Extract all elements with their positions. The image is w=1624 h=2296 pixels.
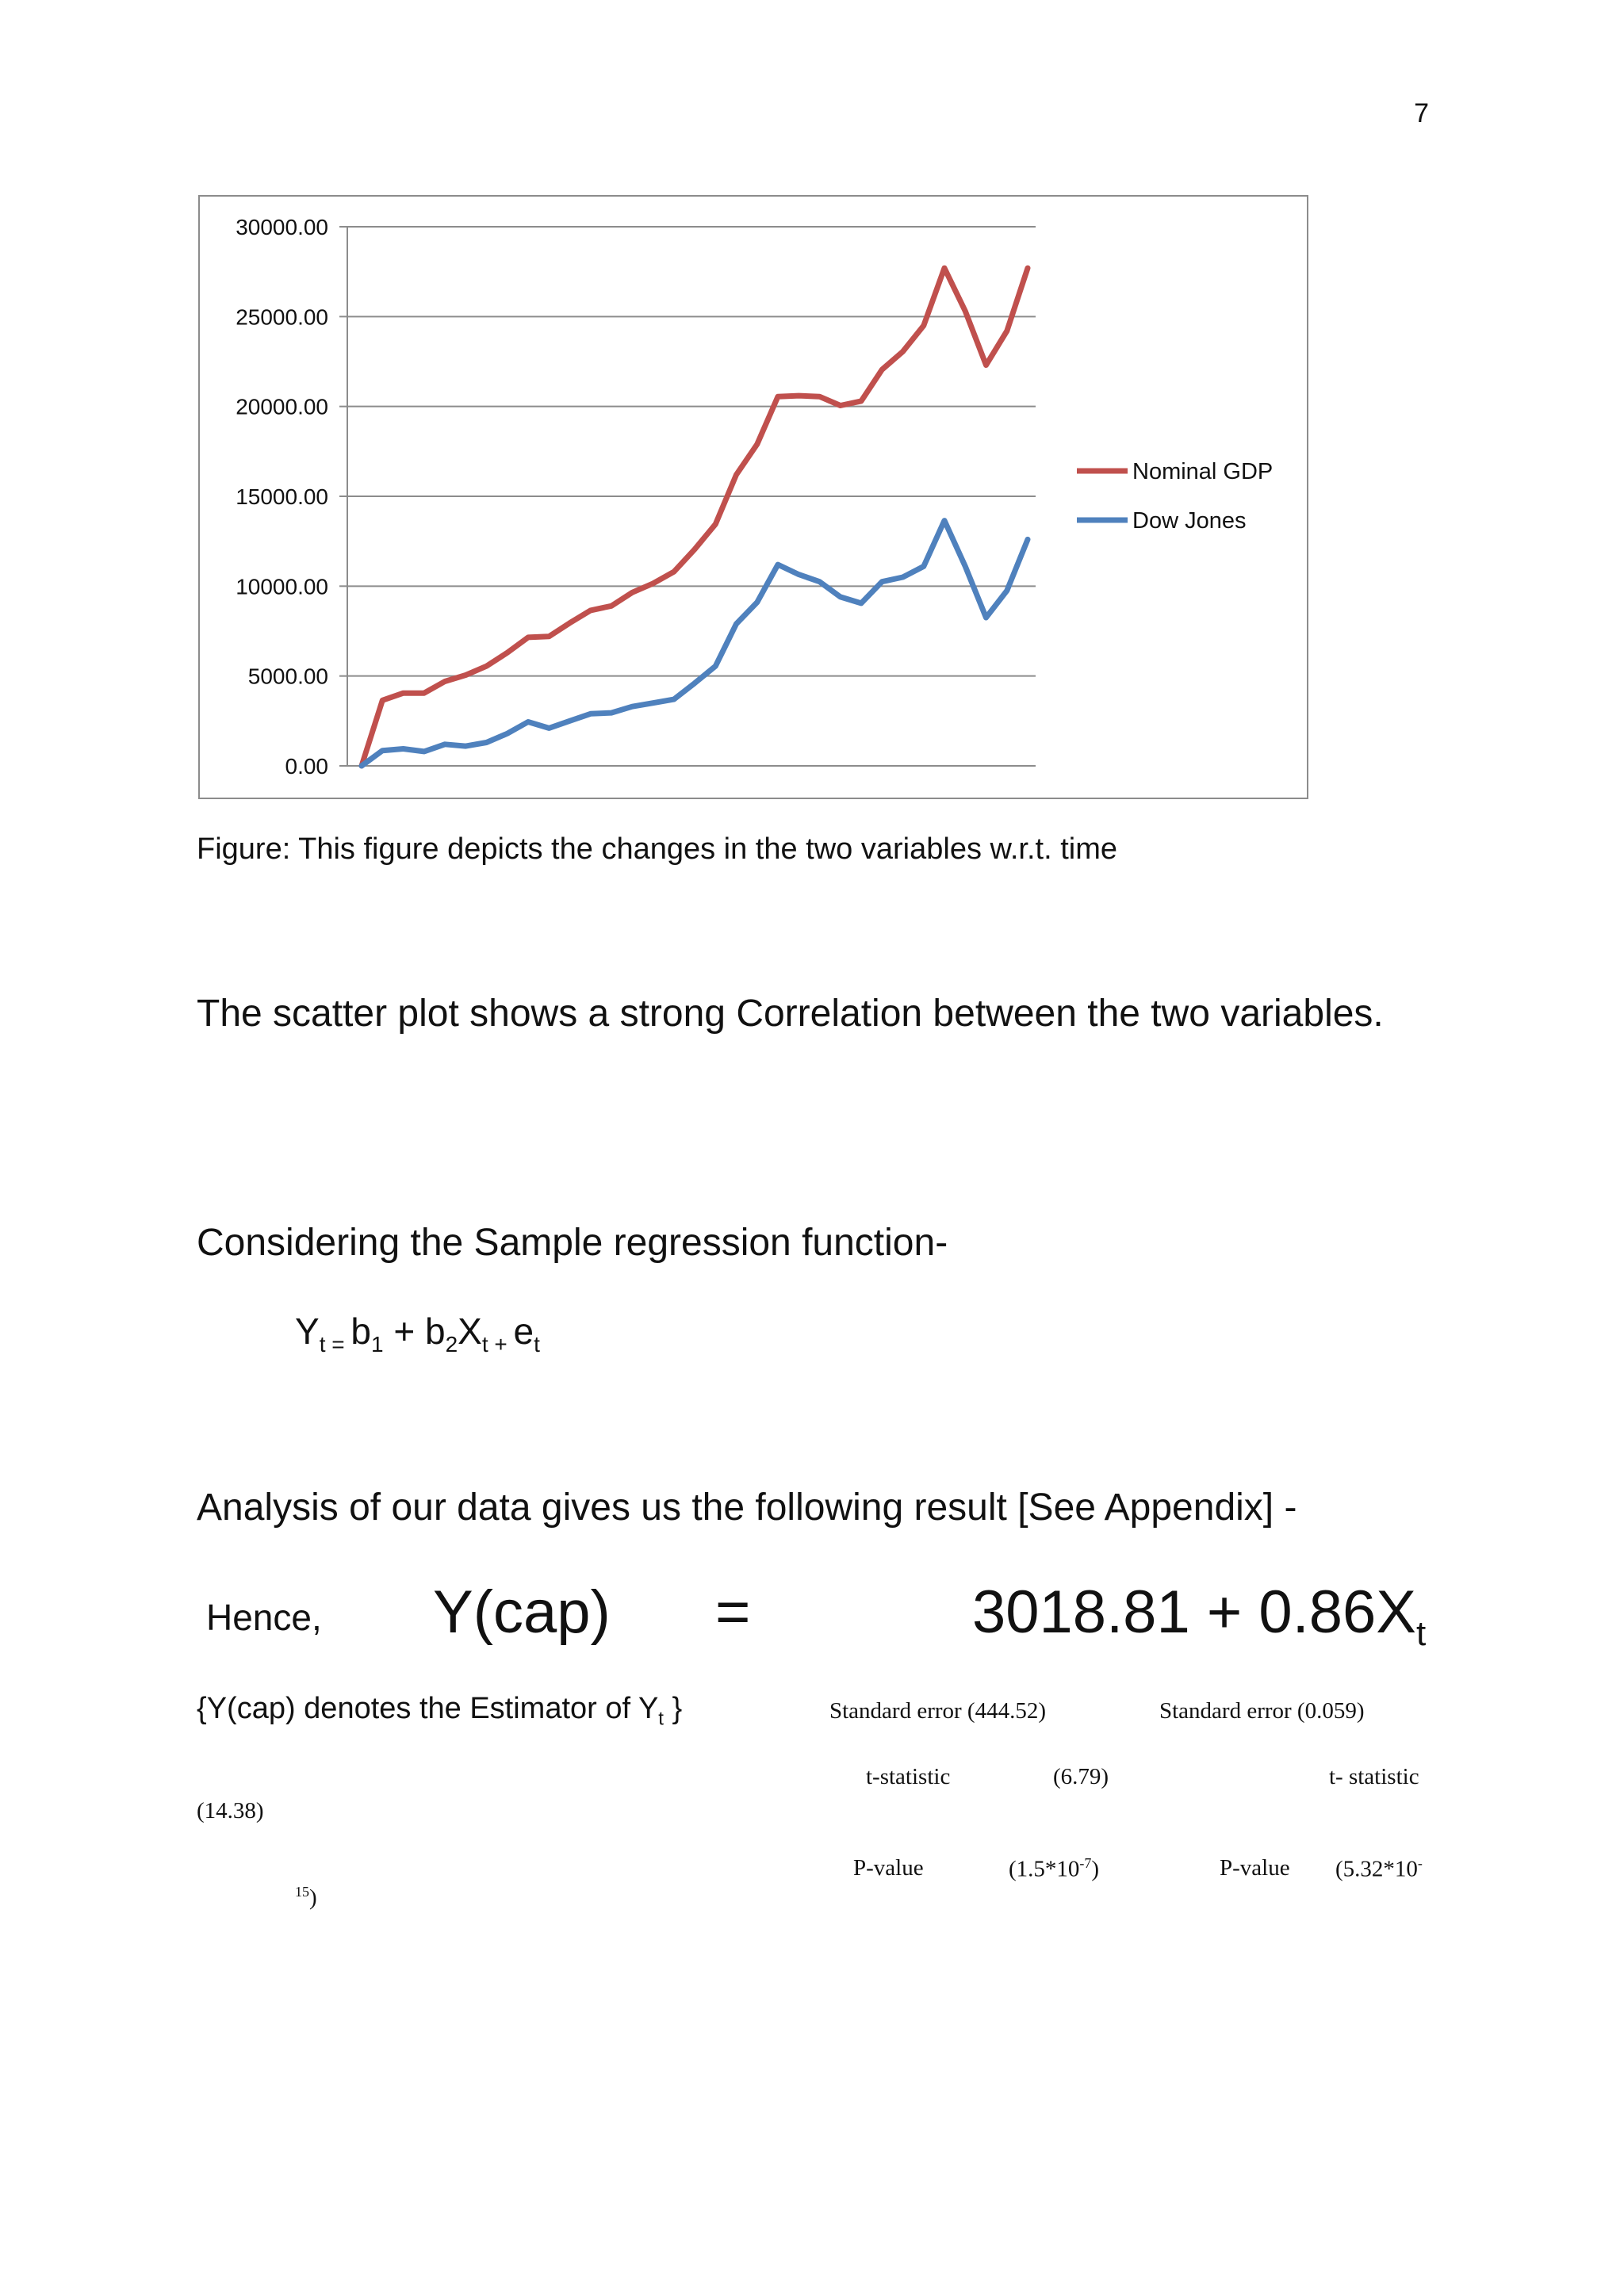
regression-equation xyxy=(295,1310,540,1357)
paragraph-analysis: Analysis of our data gives us the following result [See Appendix] - xyxy=(197,1487,1297,1529)
estimate-sub: t xyxy=(1415,1614,1427,1654)
estimator-note-close: } xyxy=(663,1692,683,1725)
eq-sub-t: t xyxy=(534,1332,540,1357)
eq-sub-t-eq: t = xyxy=(319,1332,351,1357)
p-value-slope-exponent-start: - xyxy=(1417,1855,1423,1871)
p-value-label-intercept: P-value xyxy=(853,1855,924,1881)
series-line xyxy=(362,521,1028,766)
p-value-slope-base: (5.32*10 xyxy=(1335,1856,1418,1882)
estimator-note-sub: t xyxy=(658,1708,664,1730)
eq-plus-b: + b xyxy=(383,1311,446,1352)
y-tick-label: 20000.00 xyxy=(236,394,328,419)
p-value-slope-exponent-end: 15 xyxy=(295,1884,309,1900)
eq-sub-t-plus: t + xyxy=(481,1332,514,1357)
standard-error-slope: Standard error (0.059) xyxy=(1159,1698,1365,1724)
standard-error-intercept: Standard error (444.52) xyxy=(829,1698,1046,1724)
p-value-intercept-exponent: -7 xyxy=(1079,1855,1092,1871)
eq-y: Y xyxy=(295,1311,320,1352)
estimated-equation xyxy=(972,1578,1426,1654)
y-tick-label: 5000.00 xyxy=(247,664,328,689)
series-line xyxy=(362,268,1028,766)
eq-b: b xyxy=(350,1311,371,1352)
t-statistic-label-intercept: t-statistic xyxy=(866,1764,951,1789)
figure-caption: Figure: This figure depicts the changes in the two variables w.r.t. time xyxy=(197,832,1117,866)
y-tick-label: 0.00 xyxy=(285,754,328,779)
p-value-intercept-base: (1.5*10 xyxy=(1009,1856,1080,1882)
eq-sub-1: 1 xyxy=(370,1332,384,1357)
t-statistic-value-intercept: (6.79) xyxy=(1053,1764,1109,1789)
y-tick-label: 10000.00 xyxy=(236,574,328,599)
paragraph-regression-intro: Considering the Sample regression function- xyxy=(197,1222,948,1264)
page-number: 7 xyxy=(1414,98,1429,128)
y-tick-label: 25000.00 xyxy=(236,304,328,330)
p-value-slope-continued xyxy=(295,1884,317,1911)
chart-plot-area xyxy=(200,197,1310,801)
t-statistic-value-slope: (14.38) xyxy=(197,1798,264,1823)
equals-sign: = xyxy=(715,1578,751,1646)
estimate-text: 3018.81 + 0.86X xyxy=(972,1578,1416,1646)
eq-e: e xyxy=(513,1311,534,1352)
p-value-intercept xyxy=(1009,1855,1099,1883)
eq-sub-2: 2 xyxy=(445,1332,458,1357)
t-statistic-label-slope: t- statistic xyxy=(1329,1764,1419,1789)
eq-x: X xyxy=(458,1311,482,1352)
hence-label: Hence, xyxy=(206,1597,322,1638)
p-value-intercept-close: ) xyxy=(1091,1856,1100,1882)
line-chart xyxy=(198,195,1308,799)
estimator-note xyxy=(197,1692,682,1731)
p-value-label-slope: P-value xyxy=(1220,1855,1290,1881)
legend-label: Nominal GDP xyxy=(1132,459,1274,484)
y-tick-label: 15000.00 xyxy=(236,484,328,509)
ycap-symbol: Y(cap) xyxy=(433,1578,611,1646)
estimator-note-text: {Y(cap) denotes the Estimator of Y xyxy=(197,1692,659,1725)
paragraph-correlation: The scatter plot shows a strong Correlation between the two variables. xyxy=(197,993,1384,1035)
p-value-slope xyxy=(1335,1855,1423,1883)
y-tick-label: 30000.00 xyxy=(236,215,328,239)
legend-label: Dow Jones xyxy=(1132,508,1247,534)
p-value-slope-close: ) xyxy=(309,1885,317,1911)
